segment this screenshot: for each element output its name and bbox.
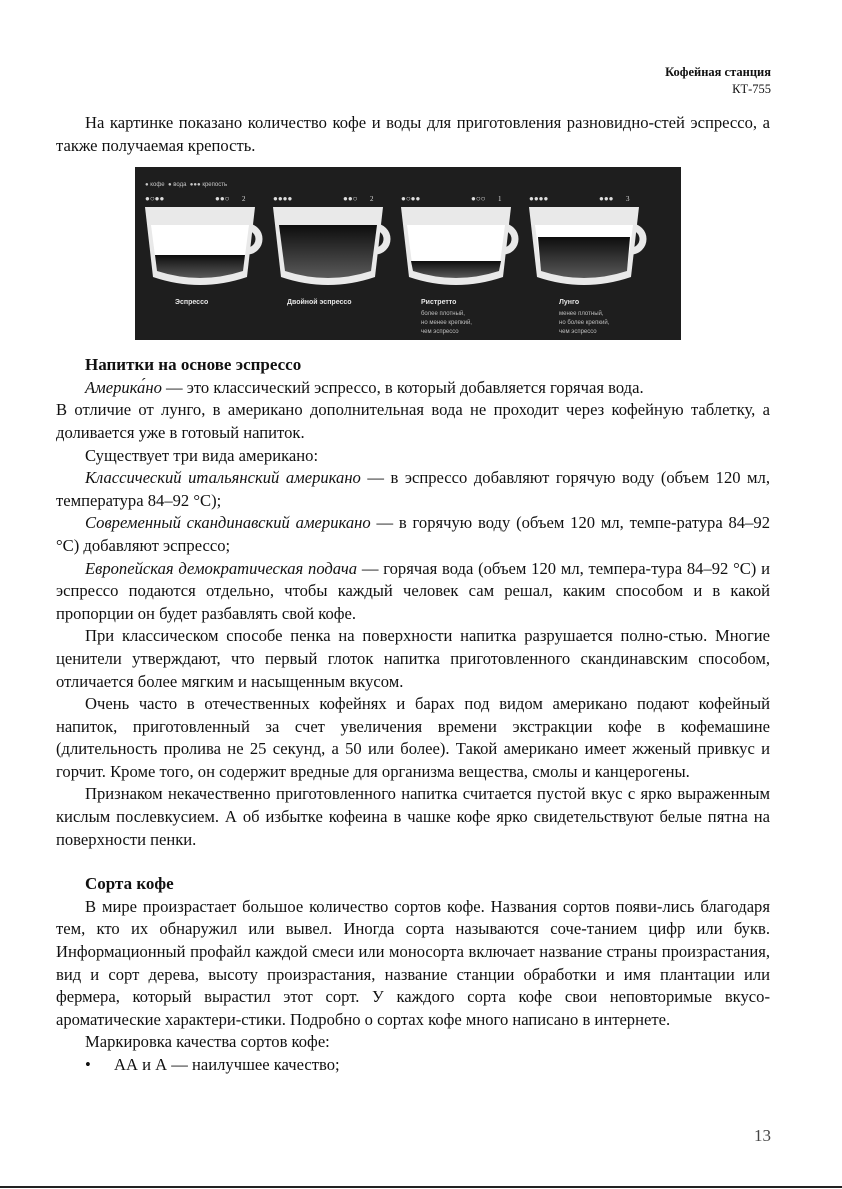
americano-european [56,558,770,626]
cup-double-icons: ●●●● [273,194,293,204]
running-header [665,64,771,98]
poor-quality-paragraph: Признаком некачественно приготовленного напитка считается пустой вкус с ярко выраженным кислым послевкусием. А об избытке кофеина в чашке кофе ярко свидетельствуют белые пятна на поверхности пенки. [56,784,770,849]
cup-espresso-name: Эспрессо [175,299,209,307]
cup-double-strength: 2 [370,195,374,204]
cup-ristretto-desc-3: чем эспрессо [421,329,459,336]
quality-marking-intro: Маркировка качества сортов кофе: [85,1032,330,1052]
cup-ristretto-strength: 1 [498,195,502,204]
americano-scandinavian [56,512,770,557]
section-title-espresso-drinks: Напитки на основе эспрессо [85,355,302,375]
classic-italian-text: — в эспрессо добавляют горячую воду (объем 120 мл, температура 84–92 °С); [56,468,770,510]
cup-double-espresso [273,194,387,306]
cup-double-name: Двойной эспрессо [287,299,352,307]
scandinavian-text: — в горячую воду (объем 120 мл, темпе-ратура 84–92 °С) добавляют эспрессо; [56,513,770,555]
classic-method-paragraph: При классическом способе пенка на поверхности напитка разрушается полно-стью. Многие ценители утверждают, что первый глоток напитка приготовленного скандинавским способом, отличается более мягким и насыщенным вкусом. [56,626,770,691]
cup-ristretto-desc-1: более плотный, [421,311,465,318]
legend-water: вода [173,182,187,189]
cups-illustration [135,167,681,340]
coffee-icon: ● [145,182,149,189]
espresso-infographic [135,167,681,340]
cup-espresso-strength-icon: ●●○ [215,194,230,204]
cup-espresso-strength: 2 [242,195,246,204]
list-item-text: АА и А — наилучшее качество; [114,1055,340,1074]
cup-ristretto-strength-icon: ●○○ [471,194,486,204]
european-text: — горячая вода (объем 120 мл, темпера-тура 84–92 °С) и эспрессо подаются отдельно, чтобы каждый человек сам решал, каким способом и в какой пропорции он будет разбавлять свой кофе. [56,558,770,623]
cup-lungo-desc-1: менее плотный, [559,311,604,318]
header-brand: Кофейная станция [665,65,771,79]
cup-lungo [529,194,643,335]
cup-lungo-name: Лунго [559,299,580,307]
americano-definition [56,377,770,400]
intro-paragraph: На картинке показано количество кофе и воды для приготовления разновидно-стей эспрессо, а также получаемая крепость. [56,113,770,155]
list-item [56,1054,770,1077]
page-content [56,112,770,1077]
varieties-paragraph: В мире произрастает большое количество сортов кофе. Названия сортов появи-лись благодаря тем, кто их обнаружил или вывел. Иногда сорта называются соче-танием цифр или букв. Информационный профайл каждой смеси или моносорта включает название страны произрастания, вид и сорт дерева, высоту произрастания, название станции обработки и имя плантации или фермера, который вырастил этот сорт. У каждого сорта кофе свои неповторимые вкусо-ароматические характери-стики. Подробно о сортах кофе много написано в интернете. [56,896,770,1029]
quality-list [56,1054,770,1077]
page-number: 13 [754,1126,771,1145]
cup-ristretto [401,194,515,335]
legend-strength: крепость [202,182,228,189]
cup-lungo-icons: ●●●● [529,194,549,204]
cup-espresso [145,194,259,306]
section-title-coffee-varieties: Сорта кофе [85,874,174,894]
cup-ristretto-name: Ристретто [421,299,457,307]
water-icon: ● [167,182,172,189]
americano-difference: В отличие от лунго, в американо дополнительная вода не проходит через кофейную таблетку, а доливается уже в готовый напиток. [56,400,770,442]
cup-lungo-desc-2: но более крепкий, [559,320,610,327]
cup-lungo-strength: 3 [626,195,630,204]
european-term: Европейская демократическая подача [85,558,358,578]
legend-coffee: кофе [150,182,165,189]
strength-icon: ●●● [189,182,201,189]
fake-americano-paragraph: Очень часто в отечественных кофейнях и барах под видом американо подают кофейный напиток, приготовленный за счет увеличения времени экстракции кофе в кофемашине (длительность пролива не 25 секунд, а 50 или более). Такой американо имеет жженый привкус и горчит. Кроме того, он содержит вредные для организма вещества, смолы и канцерогены. [56,694,770,781]
cup-lungo-strength-icon: ●●● [599,194,614,204]
americano-term: Америка́но [85,377,162,397]
cup-espresso-icons: ●○●● [145,194,165,204]
cup-ristretto-icons: ●○●● [401,194,421,204]
americano-classic-italian [56,467,770,512]
cup-double-strength-icon: ●●○ [343,194,358,204]
classic-italian-term: Классический итальянский американо [85,468,361,488]
americano-types-intro: Существует три вида американо: [85,445,319,465]
header-model: КТ-755 [732,82,771,96]
cup-lungo-desc-3: чем эспрессо [559,329,597,336]
bottom-border [0,1186,842,1188]
cup-ristretto-desc-2: но менее крепкий, [421,320,472,327]
americano-definition-text: — это классический эспрессо, в который добавляется горячая вода. [161,377,644,397]
scandinavian-term: Современный скандинавский американо [85,513,371,533]
bullet-icon: • [85,1055,91,1074]
